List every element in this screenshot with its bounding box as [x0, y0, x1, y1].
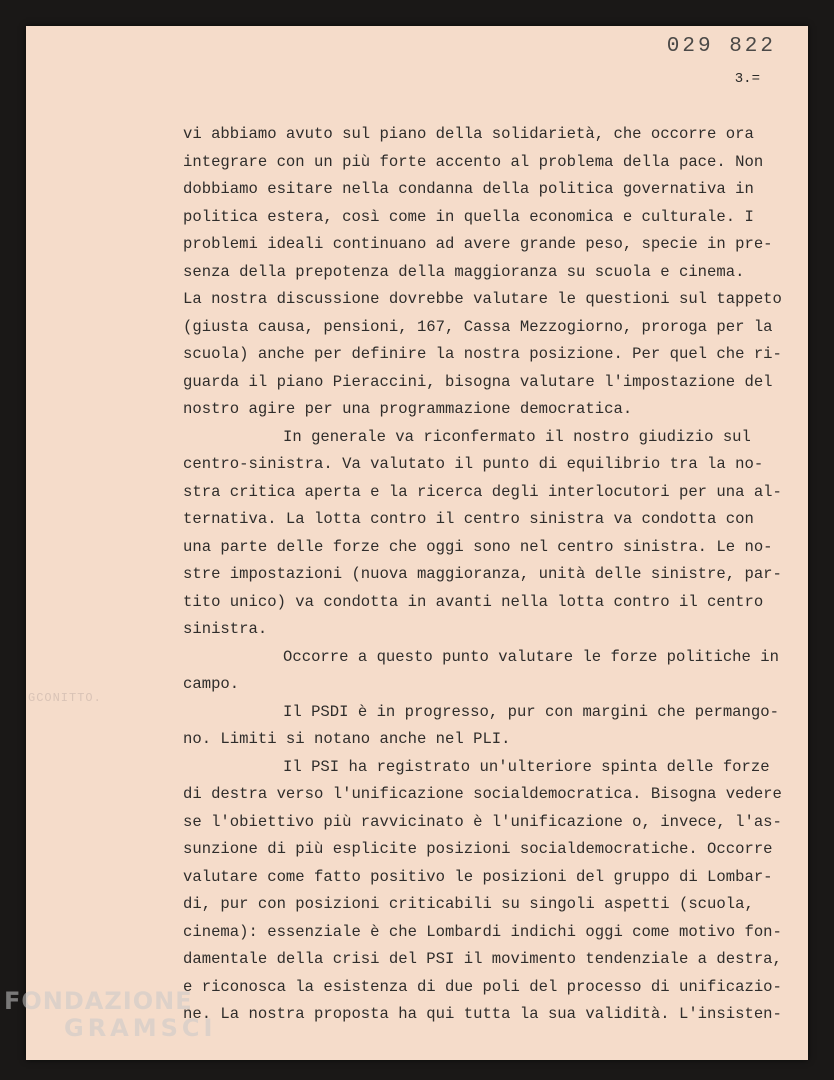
paragraph [183, 699, 803, 754]
text-line: valutare come fatto positivo le posizioni del gruppo di Lombar- [183, 867, 773, 886]
typewritten-text [183, 121, 803, 1029]
text-line: sinistra. [183, 620, 268, 638]
text-line: senza della prepotenza della maggioranza su scuola e cinema. [183, 262, 745, 281]
fondazione-gramsci-watermark [4, 988, 216, 1042]
text-line: La nostra discussione dovrebbe valutare le questioni sul tappeto [183, 290, 782, 308]
text-line: no. Limiti si notano anche nel PLI. [183, 730, 511, 748]
page-number: 3.= [734, 71, 760, 87]
text-line: politica estera, così come in quella economica e culturale. I [183, 207, 754, 226]
text-line: una parte delle forze che oggi sono nel centro sinistra. Le no- [183, 537, 773, 556]
text-line: nostro agire per una programmazione democratica. [183, 400, 633, 418]
margin-mark: GCONITTO. [28, 691, 102, 705]
text-line: damentale della crisi del PSI il movimento tendenziale a destra, [183, 950, 782, 968]
text-line: ne. La nostra proposta ha qui tutta la sua validità. L'insisten- [183, 1005, 782, 1023]
text-line: (giusta causa, pensioni, 167, Cassa Mezzogiorno, proroga per la [183, 317, 773, 336]
text-line: centro-sinistra. Va valutato il punto di equilibrio tra la no- [183, 455, 764, 473]
text-line: integrare con un più forte accento al problema della pace. Non [183, 152, 764, 171]
text-line: tito unico) va condotta in avanti nella lotta contro il centro [183, 592, 764, 611]
text-line: In generale va riconfermato il nostro giudizio sul [283, 427, 751, 446]
text-line: scuola) anche per definire la nostra posizione. Per quel che ri- [183, 345, 782, 363]
paragraph [183, 424, 803, 644]
paragraph [183, 121, 803, 424]
text-line: vi abbiamo avuto sul piano della solidarietà, che occorre ora [183, 125, 754, 143]
text-line: di destra verso l'unificazione socialdemocratica. Bisogna vedere [183, 785, 782, 803]
text-line: e riconosca la esistenza di due poli del processo di unificazio- [183, 977, 782, 996]
paragraph [183, 644, 803, 699]
text-line: cinema): essenziale è che Lombardi indichi oggi come motivo fon- [183, 922, 782, 941]
text-line: Occorre a questo punto valutare le forze politiche in [283, 647, 779, 666]
text-line: stre impostazioni (nuova maggioranza, unità delle sinistre, par- [183, 565, 782, 583]
text-line: dobbiamo esitare nella condanna della politica governativa in [183, 180, 754, 198]
text-line: sunzione di più esplicite posizioni socialdemocratiche. Occorre [183, 840, 773, 858]
paragraph [183, 754, 803, 1029]
text-line: problemi ideali continuano ad avere grande peso, specie in pre- [183, 235, 773, 253]
text-line: di, pur con posizioni criticabili su singoli aspetti (scuola, [183, 895, 754, 913]
text-line: campo. [183, 675, 240, 693]
text-line: Il PSI ha registrato un'ulteriore spinta delle forze [283, 757, 770, 776]
text-line: guarda il piano Pieraccini, bisogna valutare l'impostazione del [183, 372, 773, 391]
watermark-line-1: FONDAZIONE [4, 987, 193, 1015]
text-line: se l'obiettivo più ravvicinato è l'unificazione o, invece, l'as- [183, 812, 782, 831]
text-line: ternativa. La lotta contro il centro sinistra va condotta con [183, 510, 754, 528]
watermark-line-2: GRAMSCI [64, 1014, 217, 1042]
document-page [26, 26, 808, 1060]
text-line: Il PSDI è in progresso, pur con margini che permango- [283, 702, 779, 721]
text-line: stra critica aperta e la ricerca degli interlocutori per una al- [183, 482, 782, 501]
archive-number: 029 822 [666, 35, 776, 58]
